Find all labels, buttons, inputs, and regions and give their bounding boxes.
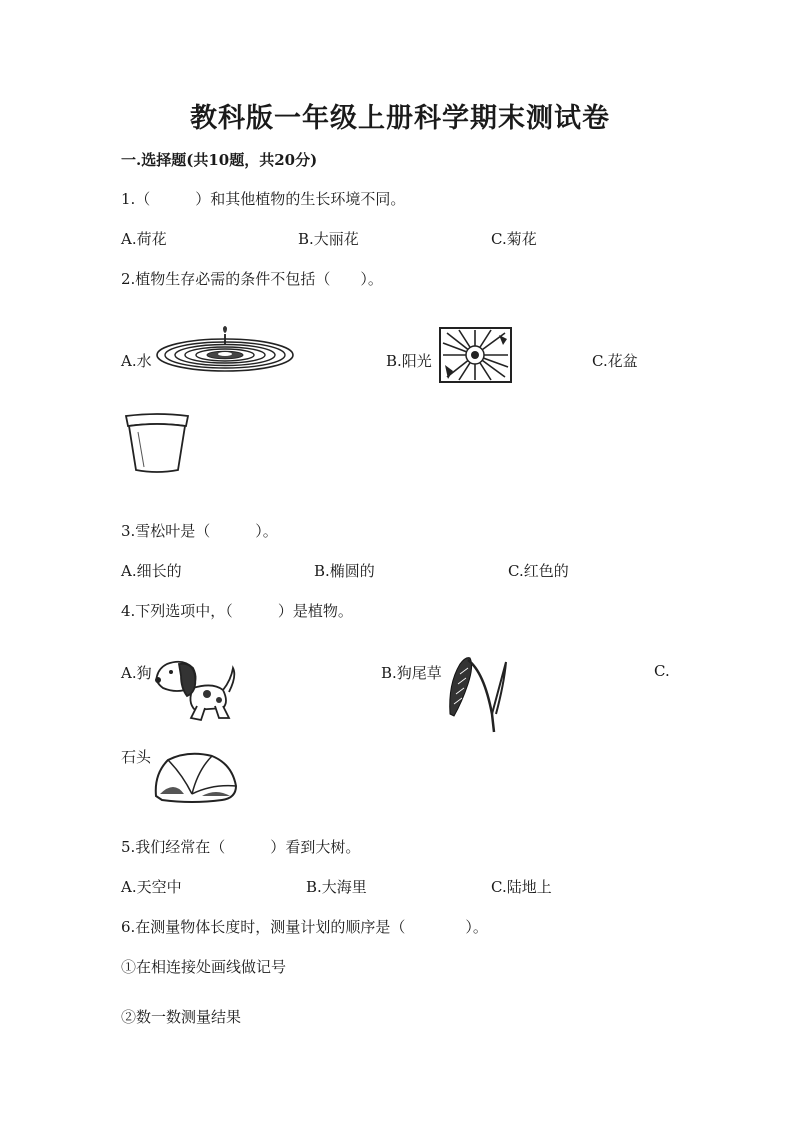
- q1-option-a: A.荷花: [121, 230, 167, 248]
- question-3: 3.雪松叶是（ ）。: [121, 522, 278, 540]
- q5-option-a: A.天空中: [121, 878, 182, 896]
- q4-option-b: B.狗尾草: [381, 664, 442, 682]
- q5-option-c: C.陆地上: [491, 878, 552, 896]
- water-ripple-image: [155, 322, 310, 382]
- q3-option-a: A.细长的: [121, 562, 182, 580]
- q6-step-1: ①在相连接处画线做记号: [121, 958, 287, 976]
- q2-option-a: A.水: [121, 352, 152, 370]
- question-1: 1.（ ）和其他植物的生长环境不同。: [121, 190, 406, 208]
- question-4: 4.下列选项中，（ ）是植物。: [121, 602, 353, 620]
- foxtail-grass-image: [444, 654, 512, 734]
- q2-option-c: C.花盆: [592, 352, 638, 370]
- sun-image: [439, 327, 512, 383]
- question-6: 6.在测量物体长度时，测量计划的顺序是（ ）。: [121, 918, 488, 936]
- q4-option-a: A.狗: [121, 664, 152, 682]
- dog-image: [153, 656, 238, 724]
- question-5: 5.我们经常在（ ）看到大树。: [121, 838, 361, 856]
- q6-step-2: ②数一数测量结果: [121, 1008, 242, 1026]
- question-2: 2.植物生存必需的条件不包括（ ）。: [121, 270, 383, 288]
- q3-option-b: B.椭圆的: [314, 562, 375, 580]
- stone-image: [152, 750, 238, 804]
- section-heading: 一.选择题(共10题，共20分): [121, 151, 318, 169]
- q4-option-c: C.: [654, 662, 670, 680]
- q1-option-b: B.大丽花: [298, 230, 359, 248]
- q5-option-b: B.大海里: [306, 878, 367, 896]
- page-title: 教科版一年级上册科学期末测试卷: [190, 103, 610, 134]
- q1-option-c: C.菊花: [491, 230, 537, 248]
- q2-option-b: B.阳光: [386, 352, 432, 370]
- flower-pot-image: [124, 412, 190, 474]
- q4-option-c-label: 石头: [121, 748, 152, 766]
- q3-option-c: C.红色的: [508, 562, 569, 580]
